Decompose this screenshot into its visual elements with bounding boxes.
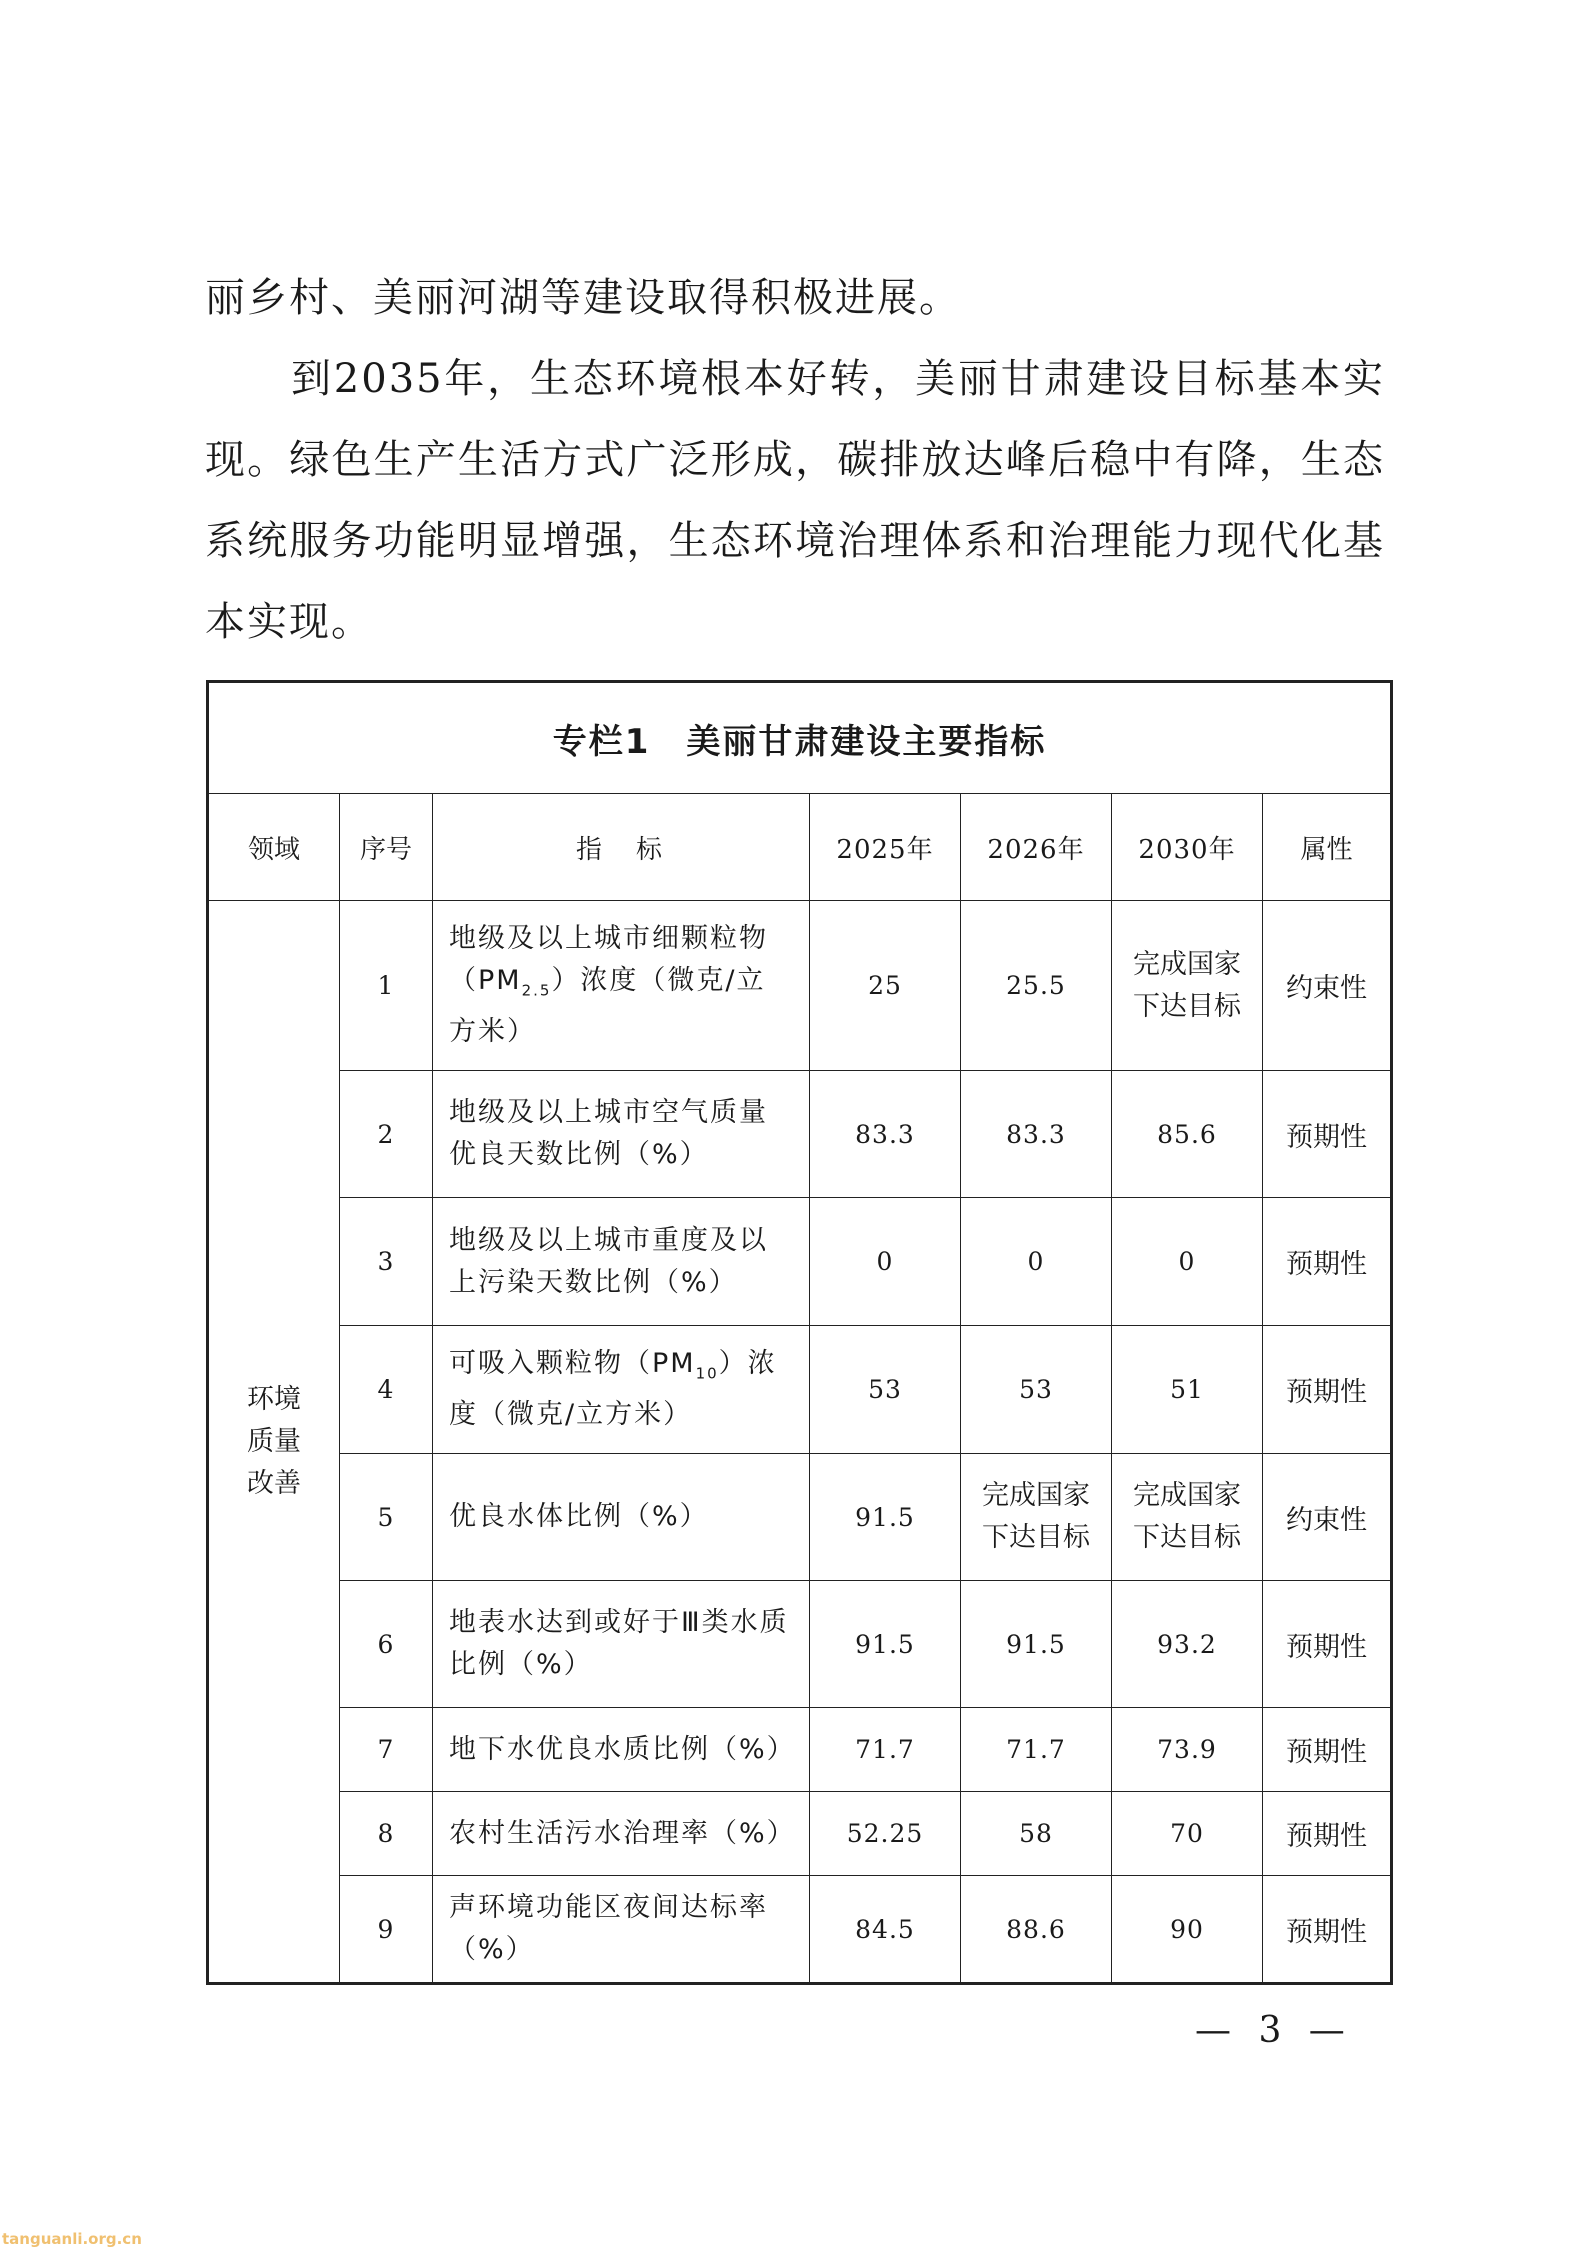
row-attr: 预期性 — [1263, 1708, 1392, 1792]
row-attr: 预期性 — [1263, 1581, 1392, 1708]
row-indicator: 优良水体比例（%） — [433, 1454, 810, 1581]
row-indicator: 地级及以上城市细颗粒物$(PM_{2.5})$浓度（微克/立方米） — [433, 901, 810, 1071]
row-attr: 预期性 — [1263, 1326, 1392, 1454]
row-2025: 71.7 — [810, 1708, 961, 1792]
row-no: 1 — [340, 901, 433, 1071]
row-2025: 0 — [810, 1198, 961, 1326]
row-2030: 73.9 — [1112, 1708, 1263, 1792]
table-header-row — [208, 794, 1392, 901]
row-2030: 完成国家下达目标 — [1112, 901, 1263, 1071]
table-row — [208, 1708, 1392, 1792]
body-paragraph-2: 到2035年，生态环境根本好转，美丽甘肃建设目标基本实现。绿色生产生活方式广泛形成，碳排放达峰后稳中有降，生态系统服务功能明显增强，生态环境治理体系和治理能力现代化基本实现。 — [205, 356, 1385, 645]
header-2030: 2030年 — [1112, 794, 1263, 901]
row-indicator: 地级及以上城市重度及以上污染天数比例（%） — [433, 1198, 810, 1326]
row-no: 3 — [340, 1198, 433, 1326]
row-2026: 71.7 — [961, 1708, 1112, 1792]
header-2025: 2025年 — [810, 794, 961, 901]
header-no: 序号 — [340, 794, 433, 901]
row-no: 4 — [340, 1326, 433, 1454]
row-indicator: 地下水优良水质比例（%） — [433, 1708, 810, 1792]
row-no: 8 — [340, 1792, 433, 1876]
row-attr: 预期性 — [1263, 1198, 1392, 1326]
row-no: 6 — [340, 1581, 433, 1708]
header-2026: 2026年 — [961, 794, 1112, 901]
row-2025: 25 — [810, 901, 961, 1071]
row-indicator: 可吸入颗粒物$(PM_{10})$浓度（微克/立方米） — [433, 1326, 810, 1454]
row-2030: 0 — [1112, 1198, 1263, 1326]
row-indicator: 地表水达到或好于Ⅲ类水质比例（%） — [433, 1581, 810, 1708]
row-2025: 91.5 — [810, 1581, 961, 1708]
row-indicator: 农村生活污水治理率（%） — [433, 1792, 810, 1876]
table-row — [208, 901, 1392, 1071]
domain-cell: 环境质量改善 — [208, 901, 340, 1984]
row-attr: 预期性 — [1263, 1876, 1392, 1984]
row-2026: 25.5 — [961, 901, 1112, 1071]
table-row — [208, 1581, 1392, 1708]
header-attr: 属性 — [1263, 794, 1392, 901]
row-no: 5 — [340, 1454, 433, 1581]
row-no: 2 — [340, 1071, 433, 1198]
row-2026: 88.6 — [961, 1876, 1112, 1984]
table-row — [208, 1876, 1392, 1984]
table-row — [208, 1071, 1392, 1198]
row-2025: 91.5 — [810, 1454, 961, 1581]
row-2025: 53 — [810, 1326, 961, 1454]
row-2026: 53 — [961, 1326, 1112, 1454]
row-attr: 约束性 — [1263, 901, 1392, 1071]
body-paragraph-1: 丽乡村、美丽河湖等建设取得积极进展。 — [205, 275, 961, 321]
row-attr: 预期性 — [1263, 1071, 1392, 1198]
row-indicator: 声环境功能区夜间达标率（%） — [433, 1876, 810, 1984]
row-attr: 约束性 — [1263, 1454, 1392, 1581]
table-row — [208, 1326, 1392, 1454]
row-2026: 完成国家下达目标 — [961, 1454, 1112, 1581]
row-2030: 85.6 — [1112, 1071, 1263, 1198]
page-number: — 3 — — [1195, 2010, 1353, 2051]
row-attr: 预期性 — [1263, 1792, 1392, 1876]
row-2025: 52.25 — [810, 1792, 961, 1876]
table-row — [208, 1792, 1392, 1876]
table-row — [208, 1454, 1392, 1581]
row-2030: 完成国家下达目标 — [1112, 1454, 1263, 1581]
row-2030: 93.2 — [1112, 1581, 1263, 1708]
row-2026: 91.5 — [961, 1581, 1112, 1708]
row-2030: 70 — [1112, 1792, 1263, 1876]
row-no: 7 — [340, 1708, 433, 1792]
watermark: tanguanli.org.cn — [2, 2230, 142, 2248]
row-no: 9 — [340, 1876, 433, 1984]
table-title: 专栏1 美丽甘肃建设主要指标 — [208, 682, 1392, 794]
row-2026: 0 — [961, 1198, 1112, 1326]
row-indicator: 地级及以上城市空气质量优良天数比例（%） — [433, 1071, 810, 1198]
header-indicator: 指 标 — [433, 794, 810, 901]
row-2026: 83.3 — [961, 1071, 1112, 1198]
row-2030: 51 — [1112, 1326, 1263, 1454]
header-domain: 领域 — [208, 794, 340, 901]
row-2026: 58 — [961, 1792, 1112, 1876]
indicator-table — [206, 680, 1393, 1985]
table-row — [208, 1198, 1392, 1326]
row-2025: 84.5 — [810, 1876, 961, 1984]
row-2025: 83.3 — [810, 1071, 961, 1198]
row-2030: 90 — [1112, 1876, 1263, 1984]
